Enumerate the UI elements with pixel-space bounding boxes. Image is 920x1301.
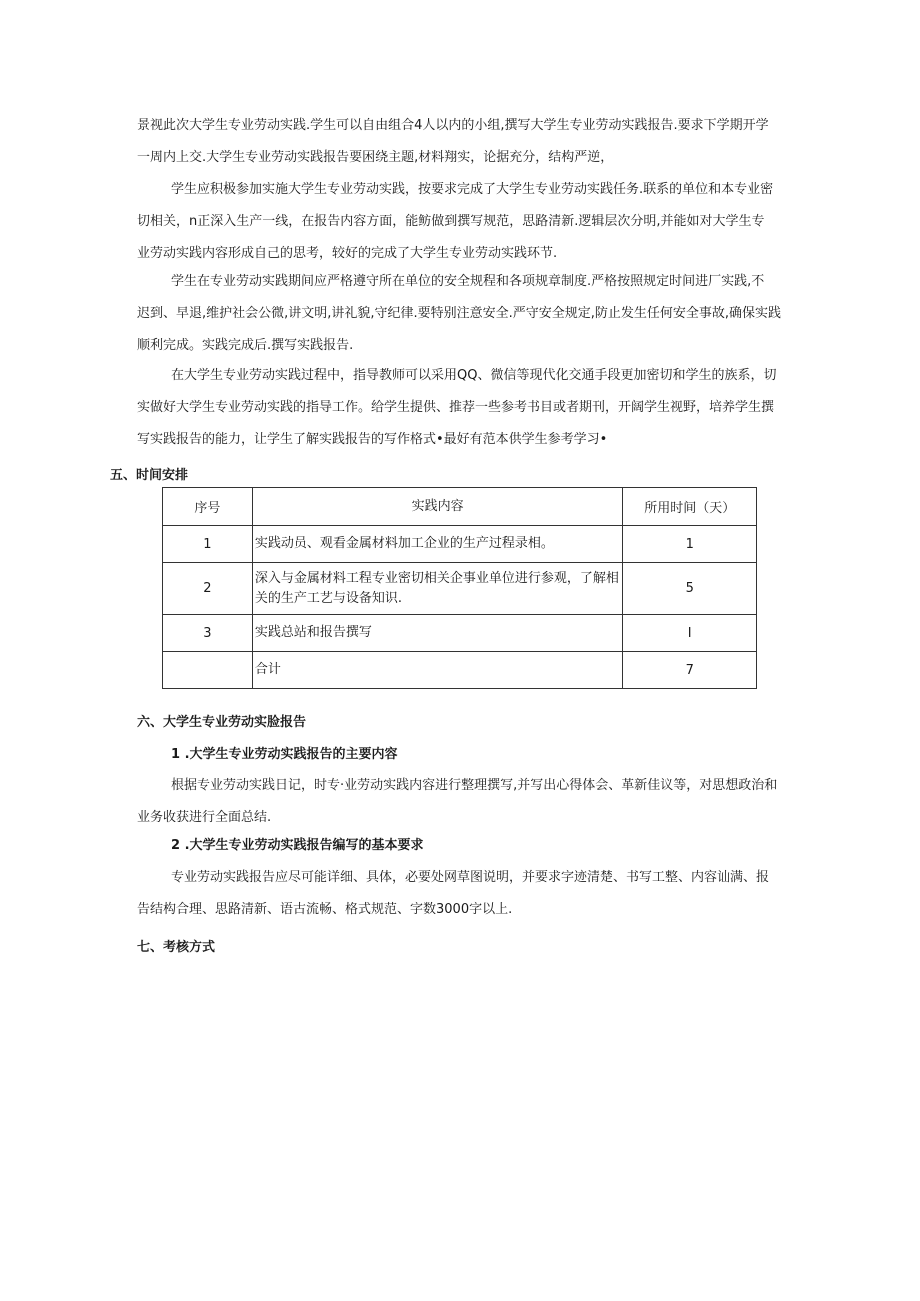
text-line: 学生在专业劳动实践期间应严格遵守所在单位的安全规程和各项规章制度.严格按照规定时间进厂实践,不 — [171, 274, 765, 289]
cell-no: 2 — [163, 563, 253, 615]
cell-days: 5 — [623, 563, 757, 615]
table-row — [163, 615, 757, 652]
cell-no — [163, 652, 253, 689]
text-line: 告结构合理、思路清新、语古流畅、格式规范、字数3000字以上. — [137, 902, 513, 917]
paragraph-report-requirements-basic — [137, 862, 813, 926]
header-content: 实践内容 — [252, 488, 623, 526]
paragraph-participation — [137, 174, 813, 270]
table-row-total — [163, 652, 757, 689]
cell-content: 实践总站和报告撰写 — [252, 615, 623, 652]
section-7-title: 七、考核方式 — [137, 940, 216, 955]
cell-content: 深入与金属材料工程专业密切相关企事业单位进行参观，了解相关的生产工艺与设备知识. — [252, 563, 623, 615]
table-row — [163, 526, 757, 563]
text-line: 实做好大学生专业劳动实践的指导工作。给学生提供、推荐一些参考书目或者期刊，开阔学生视野，培养学生撰 — [137, 400, 775, 415]
section-5-title: 五、时间安排 — [110, 468, 189, 483]
table-header-row — [163, 488, 757, 526]
text-line: 切相关，n正深入生产一线，在报告内容方面，能鲂做到撰写规范，思路清新.逻辑层次分明,并能如对大学生专 — [137, 214, 765, 229]
text-line: 在大学生专业劳动实践过程中，指导教师可以采用QQ、微信等现代化交通手段更加密切和学生的族系，切 — [171, 368, 777, 383]
text-line: 业务收获进行全面总结. — [137, 810, 272, 825]
schedule-table — [162, 487, 757, 689]
text-line: 写实践报告的能力，让学生了解实践报告的写作格式•最好有范本供学生参考学习• — [137, 432, 608, 447]
paragraph-teacher-guidance — [137, 360, 813, 456]
text-line: 顺利完成。实践完成后.撰写实践报告. — [137, 338, 354, 353]
cell-no: 1 — [163, 526, 253, 563]
cell-content: 合计 — [252, 652, 623, 689]
text-line: 学生应积极参加实施大学生专业劳动实践，按要求完成了大学生专业劳动实践任务.联系的单位和本专业密 — [171, 182, 774, 197]
table-row — [163, 563, 757, 615]
section-6-title: 六、大学生专业劳动实脸报告 — [137, 715, 307, 730]
cell-content: 实践动员、观看金属材料加工企业的生产过程录相。 — [252, 526, 623, 563]
paragraph-report-content — [137, 770, 813, 834]
cell-days: 7 — [623, 652, 757, 689]
text-line: 业劳动实践内容形成自己的思考，较好的完成了大学生专业劳动实践环节. — [137, 246, 558, 261]
text-line: 专业劳动实践报告应尽可能详细、具体，必要处网草图说明，并要求字迹清楚、书写工整、内容讪满、报 — [171, 870, 770, 885]
cell-days: I — [623, 615, 757, 652]
header-no: 序号 — [163, 488, 253, 526]
text-line: 一周内上交.大学生专业劳动实践报告要困绕主题,材料翔实，论据充分，结构严逆， — [137, 150, 614, 165]
cell-no: 3 — [163, 615, 253, 652]
header-days: 所用时间（天） — [623, 488, 757, 526]
text-line: 根据专业劳动实践日记，时专·业劳动实践内容进行整理撰写,并写出心得体会、革新佳议等，对思想政治和 — [171, 778, 778, 793]
section-6-sub2-title: 2 .大学生专业劳动实践报告编写的基本要求 — [171, 838, 424, 853]
paragraph-safety-rules — [137, 266, 813, 362]
text-line: 景视此次大学生专业劳动实践.学生可以自由组合4人以内的小组,撰写大学生专业劳动实践报告.要求下学期开学 — [137, 118, 769, 133]
section-6-sub1-title: 1 .大学生专业劳动实践报告的主要内容 — [171, 747, 398, 762]
cell-days: 1 — [623, 526, 757, 563]
paragraph-report-requirements — [137, 110, 813, 174]
text-line: 迟到、早退,维护社会公微,讲文明,讲礼貌,守纪律.要特别注意安全.严守安全规定,防止发生任何安全事故,确保实践 — [137, 306, 782, 321]
